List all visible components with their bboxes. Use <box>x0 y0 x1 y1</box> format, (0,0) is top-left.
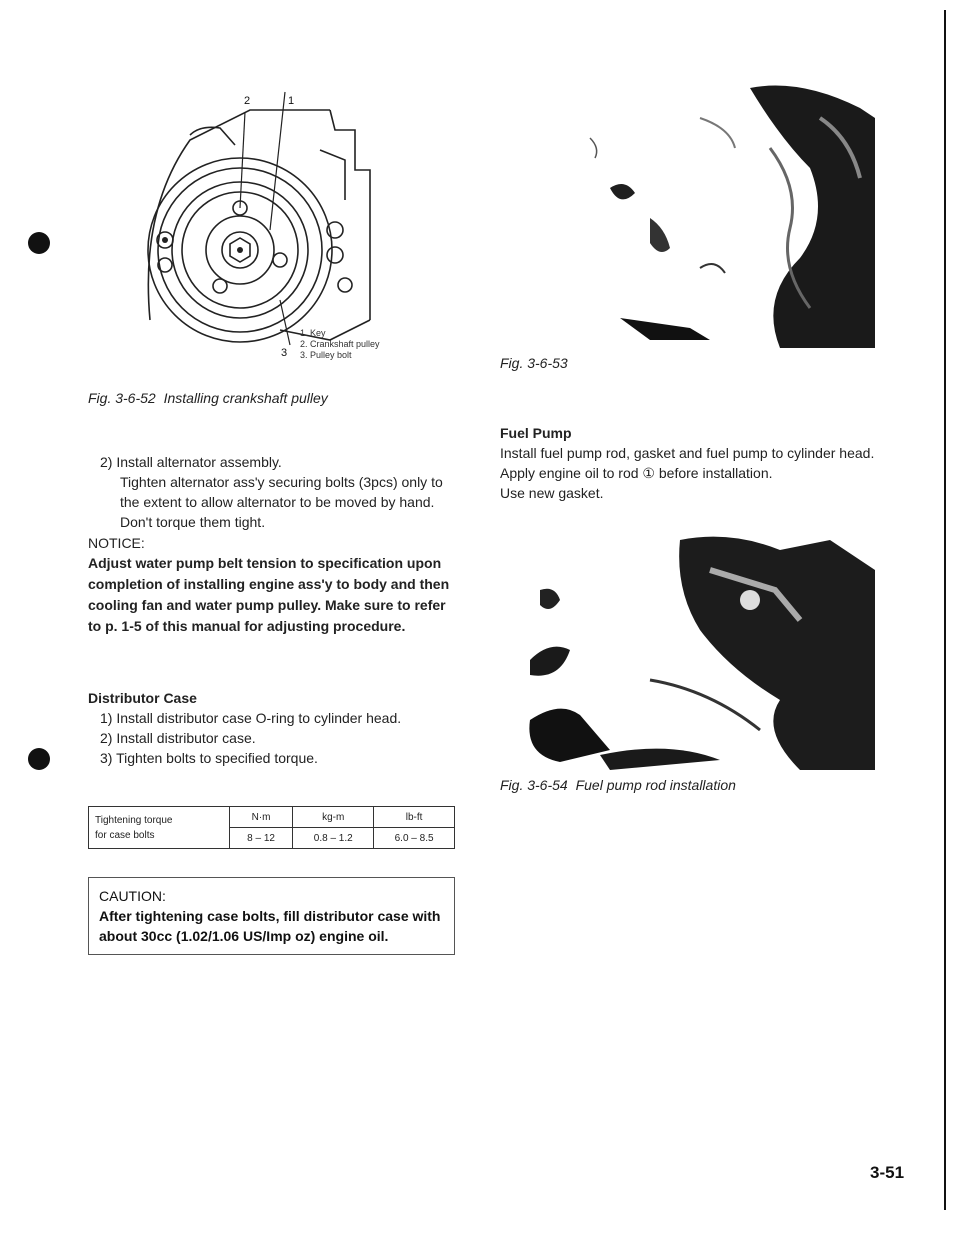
fuel-pump-line: Use new gasket. <box>500 485 604 501</box>
fig54-number: Fig. 3-6-54 <box>500 777 568 793</box>
fuel-pump-line: Apply engine oil to rod ① before installation. <box>500 465 773 481</box>
torque-label-line: Tightening torque <box>95 814 173 826</box>
fig52-title: Installing crankshaft pulley <box>163 390 328 406</box>
fig54-photo-graphic <box>500 530 875 770</box>
alternator-step: 2) Install alternator assembly. <box>100 454 282 470</box>
alternator-section <box>100 452 460 532</box>
legend-item: 2. Crankshaft pulley <box>300 339 380 349</box>
torque-label-cell <box>89 807 230 849</box>
page-number: 3-51 <box>870 1163 905 1182</box>
legend-item: 1. Key <box>300 328 326 338</box>
callout-2: 2 <box>244 95 251 107</box>
fig53-caption <box>500 355 568 371</box>
callout-1: 1 <box>288 95 295 107</box>
legend-item: 3. Pulley bolt <box>300 350 352 360</box>
fuel-pump-line: Install fuel pump rod, gasket and fuel pump to cylinder head. <box>500 445 875 461</box>
notice-text: Adjust water pump belt tension to specification upon completion of installing engine ass'y to body and then cooling fan and water pump pulley. Make sure to refer to p. 1-5 of this manual for adjusting procedure. <box>88 555 450 634</box>
fig54-photo <box>500 530 875 770</box>
torque-value: 6.0 – 8.5 <box>374 828 455 849</box>
torque-value: 8 – 12 <box>229 828 293 849</box>
fuel-pump-heading: Fuel Pump <box>500 425 572 441</box>
notice-label: NOTICE: <box>88 535 145 551</box>
fig53-number: Fig. 3-6-53 <box>500 355 568 371</box>
punch-hole-top <box>28 232 50 254</box>
caution-label: CAUTION: <box>99 888 166 904</box>
page-edge-line <box>944 10 946 1210</box>
torque-label-line: for case bolts <box>95 829 155 841</box>
distributor-step: 2) Install distributor case. <box>100 730 256 746</box>
fig52-number: Fig. 3-6-52 <box>88 390 156 406</box>
torque-header: N·m <box>229 807 293 828</box>
torque-table <box>88 806 455 849</box>
distributor-heading: Distributor Case <box>88 690 197 706</box>
torque-header: kg-m <box>293 807 374 828</box>
distributor-step: 3) Tighten bolts to specified torque. <box>100 750 318 766</box>
alternator-text: Tighten alternator ass'y securing bolts (3pcs) only to the extent to allow alternator to be moved by hand. Don't torque them tight. <box>120 474 443 530</box>
distributor-section <box>88 688 460 768</box>
torque-value: 0.8 – 1.2 <box>293 828 374 849</box>
fig54-caption <box>500 777 736 793</box>
fig54-title: Fuel pump rod installation <box>575 777 736 793</box>
callout-3: 3 <box>281 347 288 359</box>
notice-section <box>88 533 460 637</box>
caution-text: After tightening case bolts, fill distributor case with about 30cc (1.02/1.06 US/Imp oz) engine oil. <box>99 908 441 944</box>
fig52-legend <box>300 328 430 361</box>
torque-header: lb-ft <box>374 807 455 828</box>
fuel-pump-section <box>500 423 875 503</box>
distributor-step: 1) Install distributor case O-ring to cylinder head. <box>100 710 402 726</box>
caution-box <box>88 877 455 955</box>
fig53-photo-graphic <box>500 78 875 348</box>
fig52-caption <box>88 390 328 406</box>
punch-hole-bottom <box>28 748 50 770</box>
fig53-photo <box>500 78 875 348</box>
